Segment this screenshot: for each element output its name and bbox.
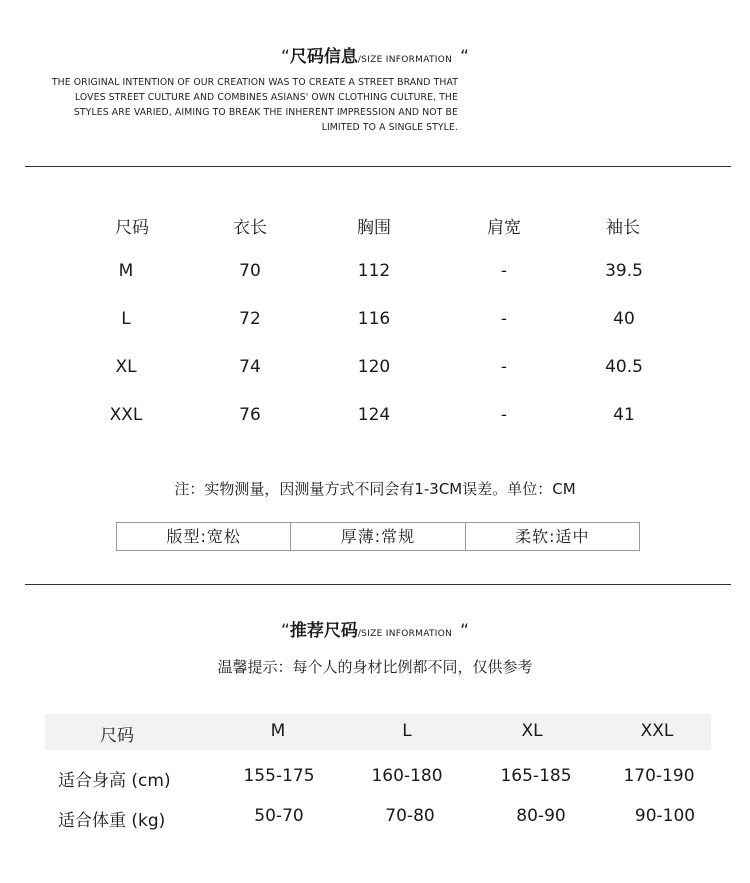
intro-line: STYLES ARE VARIED, AIMING TO BREAK THE INHERENT IMPRESSION AND NOT BE — [73, 107, 458, 118]
recommend-subtitle: /SIZE INFORMATION — [357, 629, 453, 639]
recommend-cell: 155-175 — [243, 766, 315, 786]
size-table-cell: 72 — [239, 309, 261, 329]
brand-intro — [20, 75, 458, 135]
size-table-header: 胸围 — [357, 218, 391, 238]
divider — [25, 584, 731, 585]
divider — [25, 166, 731, 167]
recommend-cell: 50-70 — [254, 806, 304, 826]
size-table-header: 袖长 — [606, 218, 640, 238]
recommend-row-label: 适合体重 (kg) — [58, 811, 166, 831]
size-info-title: 尺码信息 — [289, 47, 358, 67]
quote-close: “ — [460, 621, 469, 641]
recommend-heading — [0, 616, 750, 641]
size-table-header: 衣长 — [233, 218, 267, 238]
size-table-cell: M — [118, 261, 134, 281]
size-table-cell: - — [500, 357, 508, 377]
recommend-cell: 170-190 — [623, 766, 695, 786]
size-table-cell: - — [500, 309, 508, 329]
size-table-cell: 76 — [239, 405, 261, 425]
quote-open: “ — [281, 621, 290, 641]
recommend-header: M — [270, 721, 286, 741]
size-table-cell: XL — [115, 357, 137, 377]
quote-open: “ — [281, 47, 290, 67]
recommend-cell: 90-100 — [634, 806, 696, 826]
size-table-header: 尺码 — [115, 218, 149, 238]
size-table-cell: 120 — [357, 357, 391, 377]
recommend-cell: 165-185 — [500, 766, 572, 786]
size-table-cell: 40 — [613, 309, 635, 329]
size-table-header: 肩宽 — [487, 218, 521, 238]
recommend-title: 推荐尺码 — [289, 621, 358, 641]
recommend-header: XL — [521, 721, 543, 741]
recommend-header: L — [402, 721, 412, 741]
fabric-attributes — [116, 522, 640, 551]
size-table-cell: 70 — [239, 261, 261, 281]
size-info-heading — [0, 42, 750, 67]
intro-line: LIMITED TO A SINGLE STYLE. — [321, 122, 458, 133]
size-table-cell: 116 — [357, 309, 391, 329]
size-table-cell: 41 — [613, 405, 635, 425]
recommend-cell: 80-90 — [516, 806, 566, 826]
size-table-cell: 112 — [357, 261, 391, 281]
size-table-cell: 40.5 — [605, 357, 643, 377]
attr-softness: 柔软:适中 — [465, 523, 639, 550]
recommend-header: 尺码 — [100, 726, 134, 746]
quote-close: “ — [460, 47, 469, 67]
size-table-cell: 74 — [239, 357, 261, 377]
intro-line: THE ORIGINAL INTENTION OF OUR CREATION WAS TO CREATE A STREET BRAND THAT — [51, 77, 458, 88]
measurement-note: 注：实物测量，因测量方式不同会有1-3CM误差。单位：CM — [174, 480, 576, 498]
reference-hint: 温馨提示：每个人的身材比例都不同，仅供参考 — [217, 658, 533, 676]
size-table-cell: - — [500, 261, 508, 281]
size-table-cell: L — [121, 309, 131, 329]
size-table-cell: 39.5 — [605, 261, 643, 281]
recommend-cell: 160-180 — [371, 766, 443, 786]
size-info-subtitle: /SIZE INFORMATION — [357, 55, 453, 65]
size-table-cell: - — [500, 405, 508, 425]
recommend-cell: 70-80 — [385, 806, 435, 826]
size-table-cell: 124 — [357, 405, 391, 425]
intro-line: LOVES STREET CULTURE AND COMBINES ASIANS' OWN CLOTHING CULTURE, THE — [74, 92, 458, 103]
recommend-header: XXL — [640, 721, 674, 741]
recommend-row-label: 适合身高 (cm) — [58, 771, 171, 791]
attr-thickness: 厚薄:常规 — [290, 523, 464, 550]
attr-fit: 版型:宽松 — [166, 527, 241, 546]
size-table-cell: XXL — [109, 405, 143, 425]
